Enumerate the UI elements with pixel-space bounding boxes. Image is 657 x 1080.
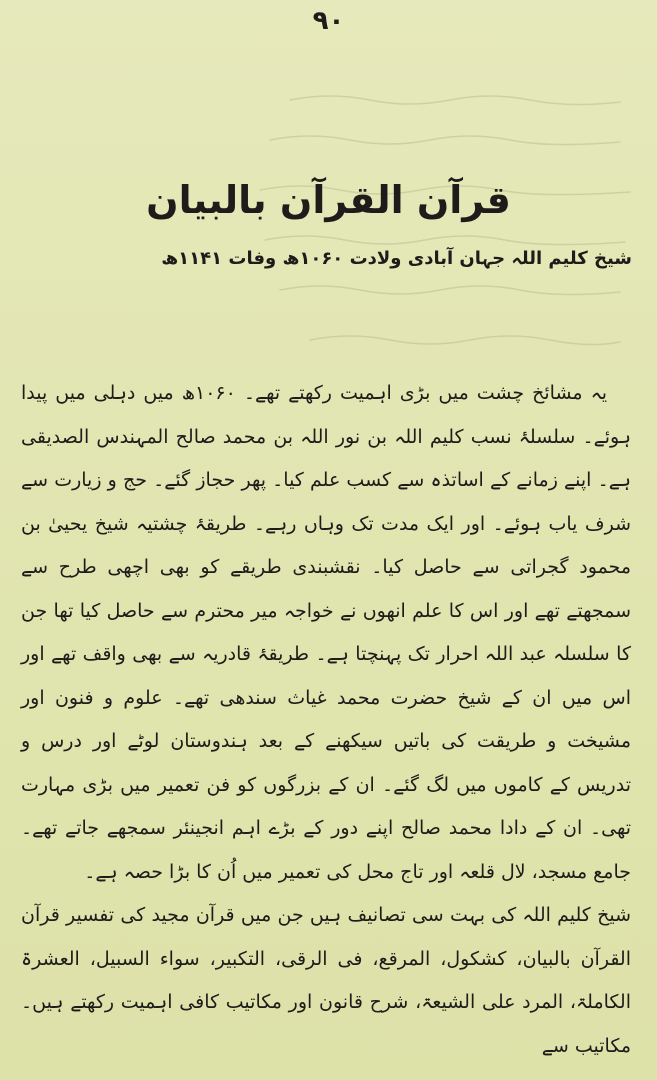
page-number: ۹۰ [312,6,345,36]
paragraph-2: شیخ کلیم اللہ کی بہت سی تصانیف ہیں جن میں قرآن مجید کی تفسیر قرآن القرآن بالبیان، کشکول، المرقع، فی الرقی، التکبیر، سواء السبیل، العشرۃ الکاملۃ، المرد علی الشیعۃ، شرح قانون اور مکاتیب کافی اہمیت رکھتے ہیں۔ مکاتیب سے [21,904,631,1057]
chapter-title: قرآن القرآن بالبیان [146,178,511,222]
paragraph-1: یہ مشائخ چشت میں بڑی اہمیت رکھتے تھے۔ ۱۰۶۰ھ میں دہلی میں پیدا ہوئے۔ سلسلۂ نسب کلیم اللہ بن نور اللہ بن محمد صالح المہندس الصدیقی ہے۔ اپنے زمانے کے اساتذہ سے کسب علم کیا۔ پھر حجاز گئے۔ حج و زیارت سے شرف یاب ہوئے۔ اور ایک مدت تک وہاں رہے۔ طریقۂ چشتیہ شیخ یحییٰ بن محمود گجراتی سے حاصل کیا۔ نقشبندی طریقے کو بھی اچھی طرح سے سمجھتے تھے اور اس کا علم انھوں نے خواجہ میر محترم سے حاصل کیا تھا جن کا سلسلہ عبد اللہ احرار تک پہنچتا ہے۔ طریقۂ قادریہ سے بھی واقف تھے اور اس میں ان کے شیخ حضرت محمد غیاث سندھی تھے۔ علوم و فنون اور مشیخت و طریقت کی باتیں سیکھنے کے بعد ہندوستان لوٹے اور درس و تدریس کے کاموں میں لگ گئے۔ ان کے بزرگوں کو فن تعمیر میں بڑی مہارت تھی۔ ان کے دادا محمد صالح اپنے دور کے بڑے اہم انجینئر سمجھے جاتے تھے۔ جامع مسجد، لال قلعہ اور تاج محل کی تعمیر میں اُن کا بڑا حصہ ہے۔ [21,382,631,883]
chapter-subtitle: شیخ کلیم اللہ جہان آبادی ولادت ۱۰۶۰ھ وفات ۱۱۴۱ھ [161,248,632,269]
body-text [21,372,631,1068]
